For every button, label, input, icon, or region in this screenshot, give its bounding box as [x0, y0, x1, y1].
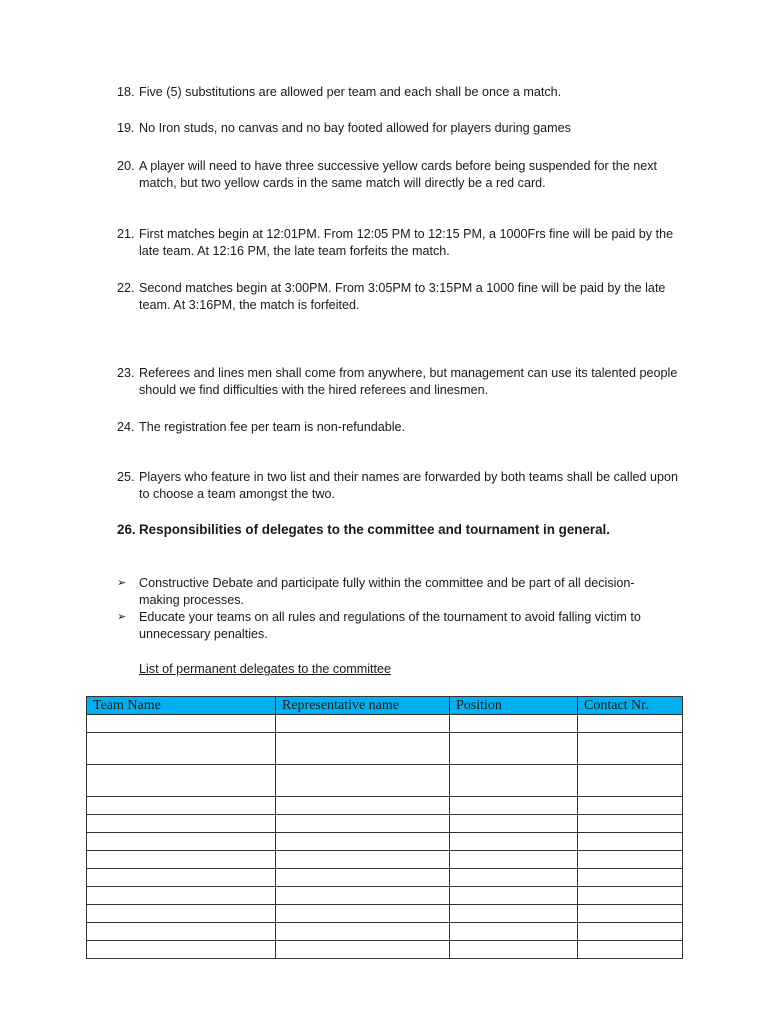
table-cell[interactable]: [87, 815, 276, 833]
table-row: [87, 833, 683, 851]
table-cell[interactable]: [87, 905, 276, 923]
table-cell[interactable]: [450, 905, 578, 923]
table-cell[interactable]: [276, 869, 450, 887]
table-header-row: [87, 697, 683, 715]
table-row: [87, 887, 683, 905]
rule-number: 25.: [117, 470, 135, 484]
rule-text: First matches begin at 12:01PM. From 12:05 PM to 12:15 PM, a 1000Frs fine will be paid by the late team. At 12:16 PM, the late team forfeits the match.: [139, 227, 674, 258]
header-representative-name: Representative name: [276, 697, 450, 715]
table-cell[interactable]: [87, 733, 276, 765]
table-cell[interactable]: [450, 797, 578, 815]
rule-text: Five (5) substitutions are allowed per team and each shall be once a match.: [139, 85, 562, 99]
table-cell[interactable]: [578, 941, 683, 959]
table-row: [87, 797, 683, 815]
rule-text: Players who feature in two list and their names are forwarded by both teams shall be called upon to choose a team amongst the two.: [139, 470, 679, 501]
table-caption: List of permanent delegates to the committee: [139, 662, 392, 676]
table-row: [87, 923, 683, 941]
table-cell[interactable]: [87, 923, 276, 941]
rule-number: 19.: [117, 121, 135, 135]
delegates-table: [86, 696, 683, 959]
table-cell[interactable]: [87, 941, 276, 959]
table-cell[interactable]: [276, 815, 450, 833]
heading-text: Responsibilities of delegates to the committee and tournament in general.: [139, 522, 610, 537]
bullet-text: Educate your teams on all rules and regulations of the tournament to avoid falling victim to unnecessary penalties.: [139, 610, 641, 641]
table-cell[interactable]: [578, 815, 683, 833]
table-cell[interactable]: [276, 797, 450, 815]
table-cell[interactable]: [578, 833, 683, 851]
table-cell[interactable]: [87, 797, 276, 815]
table-cell[interactable]: [276, 733, 450, 765]
rule-text: A player will need to have three successive yellow cards before being suspended for the next match, but two yellow cards in the same match will directly be a red card.: [139, 159, 658, 190]
rule-text: Referees and lines men shall come from anywhere, but management can use its talented people should we find difficulties with the hired referees and linesmen.: [139, 366, 678, 397]
arrow-bullet-icon: ➢: [117, 611, 127, 623]
table-row: [87, 765, 683, 797]
table-row: [87, 733, 683, 765]
table-cell[interactable]: [276, 715, 450, 733]
arrow-bullet-icon: ➢: [117, 577, 127, 589]
table-cell[interactable]: [450, 815, 578, 833]
rule-number: 20.: [117, 159, 135, 173]
table-cell[interactable]: [450, 887, 578, 905]
header-team-name: Team Name: [87, 697, 276, 715]
table-cell[interactable]: [578, 765, 683, 797]
table-cell[interactable]: [450, 733, 578, 765]
table-row: [87, 941, 683, 959]
table-row: [87, 905, 683, 923]
rule-text: No Iron studs, no canvas and no bay footed allowed for players during games: [139, 121, 571, 135]
table-cell[interactable]: [276, 923, 450, 941]
header-position: Position: [450, 697, 578, 715]
bullet-text: Constructive Debate and participate fully within the committee and be part of all decision-making processes.: [139, 576, 635, 607]
rule-number: 23.: [117, 366, 135, 380]
table-cell[interactable]: [276, 833, 450, 851]
heading-number: 26.: [117, 522, 136, 537]
table-cell[interactable]: [276, 941, 450, 959]
table-cell[interactable]: [87, 765, 276, 797]
table-cell[interactable]: [450, 833, 578, 851]
table-cell[interactable]: [276, 905, 450, 923]
rule-number: 18.: [117, 85, 135, 99]
rule-number: 22.: [117, 281, 135, 295]
table-cell[interactable]: [87, 851, 276, 869]
table-cell[interactable]: [578, 869, 683, 887]
header-contact-nr: Contact Nr.: [578, 697, 683, 715]
table-cell[interactable]: [87, 869, 276, 887]
table-cell[interactable]: [450, 765, 578, 797]
table-cell[interactable]: [450, 715, 578, 733]
table-cell[interactable]: [578, 733, 683, 765]
table-cell[interactable]: [87, 833, 276, 851]
rule-text: Second matches begin at 3:00PM. From 3:05PM to 3:15PM a 1000 fine will be paid by the late team. At 3:16PM, the match is forfeited.: [139, 281, 666, 312]
table-cell[interactable]: [450, 941, 578, 959]
table-cell[interactable]: [578, 797, 683, 815]
table-row: [87, 815, 683, 833]
table-cell[interactable]: [276, 887, 450, 905]
table-cell[interactable]: [578, 905, 683, 923]
rule-number: 21.: [117, 227, 135, 241]
table-cell[interactable]: [276, 851, 450, 869]
table-cell[interactable]: [450, 851, 578, 869]
table-cell[interactable]: [87, 887, 276, 905]
table-cell[interactable]: [578, 887, 683, 905]
table-row: [87, 851, 683, 869]
table-cell[interactable]: [276, 765, 450, 797]
table-row: [87, 869, 683, 887]
table-cell[interactable]: [578, 715, 683, 733]
table-cell[interactable]: [578, 923, 683, 941]
rule-number: 24.: [117, 420, 135, 434]
table-cell[interactable]: [87, 715, 276, 733]
table-cell[interactable]: [578, 851, 683, 869]
table-cell[interactable]: [450, 923, 578, 941]
table-cell[interactable]: [450, 869, 578, 887]
rule-text: The registration fee per team is non-refundable.: [139, 420, 406, 434]
table-row: [87, 715, 683, 733]
